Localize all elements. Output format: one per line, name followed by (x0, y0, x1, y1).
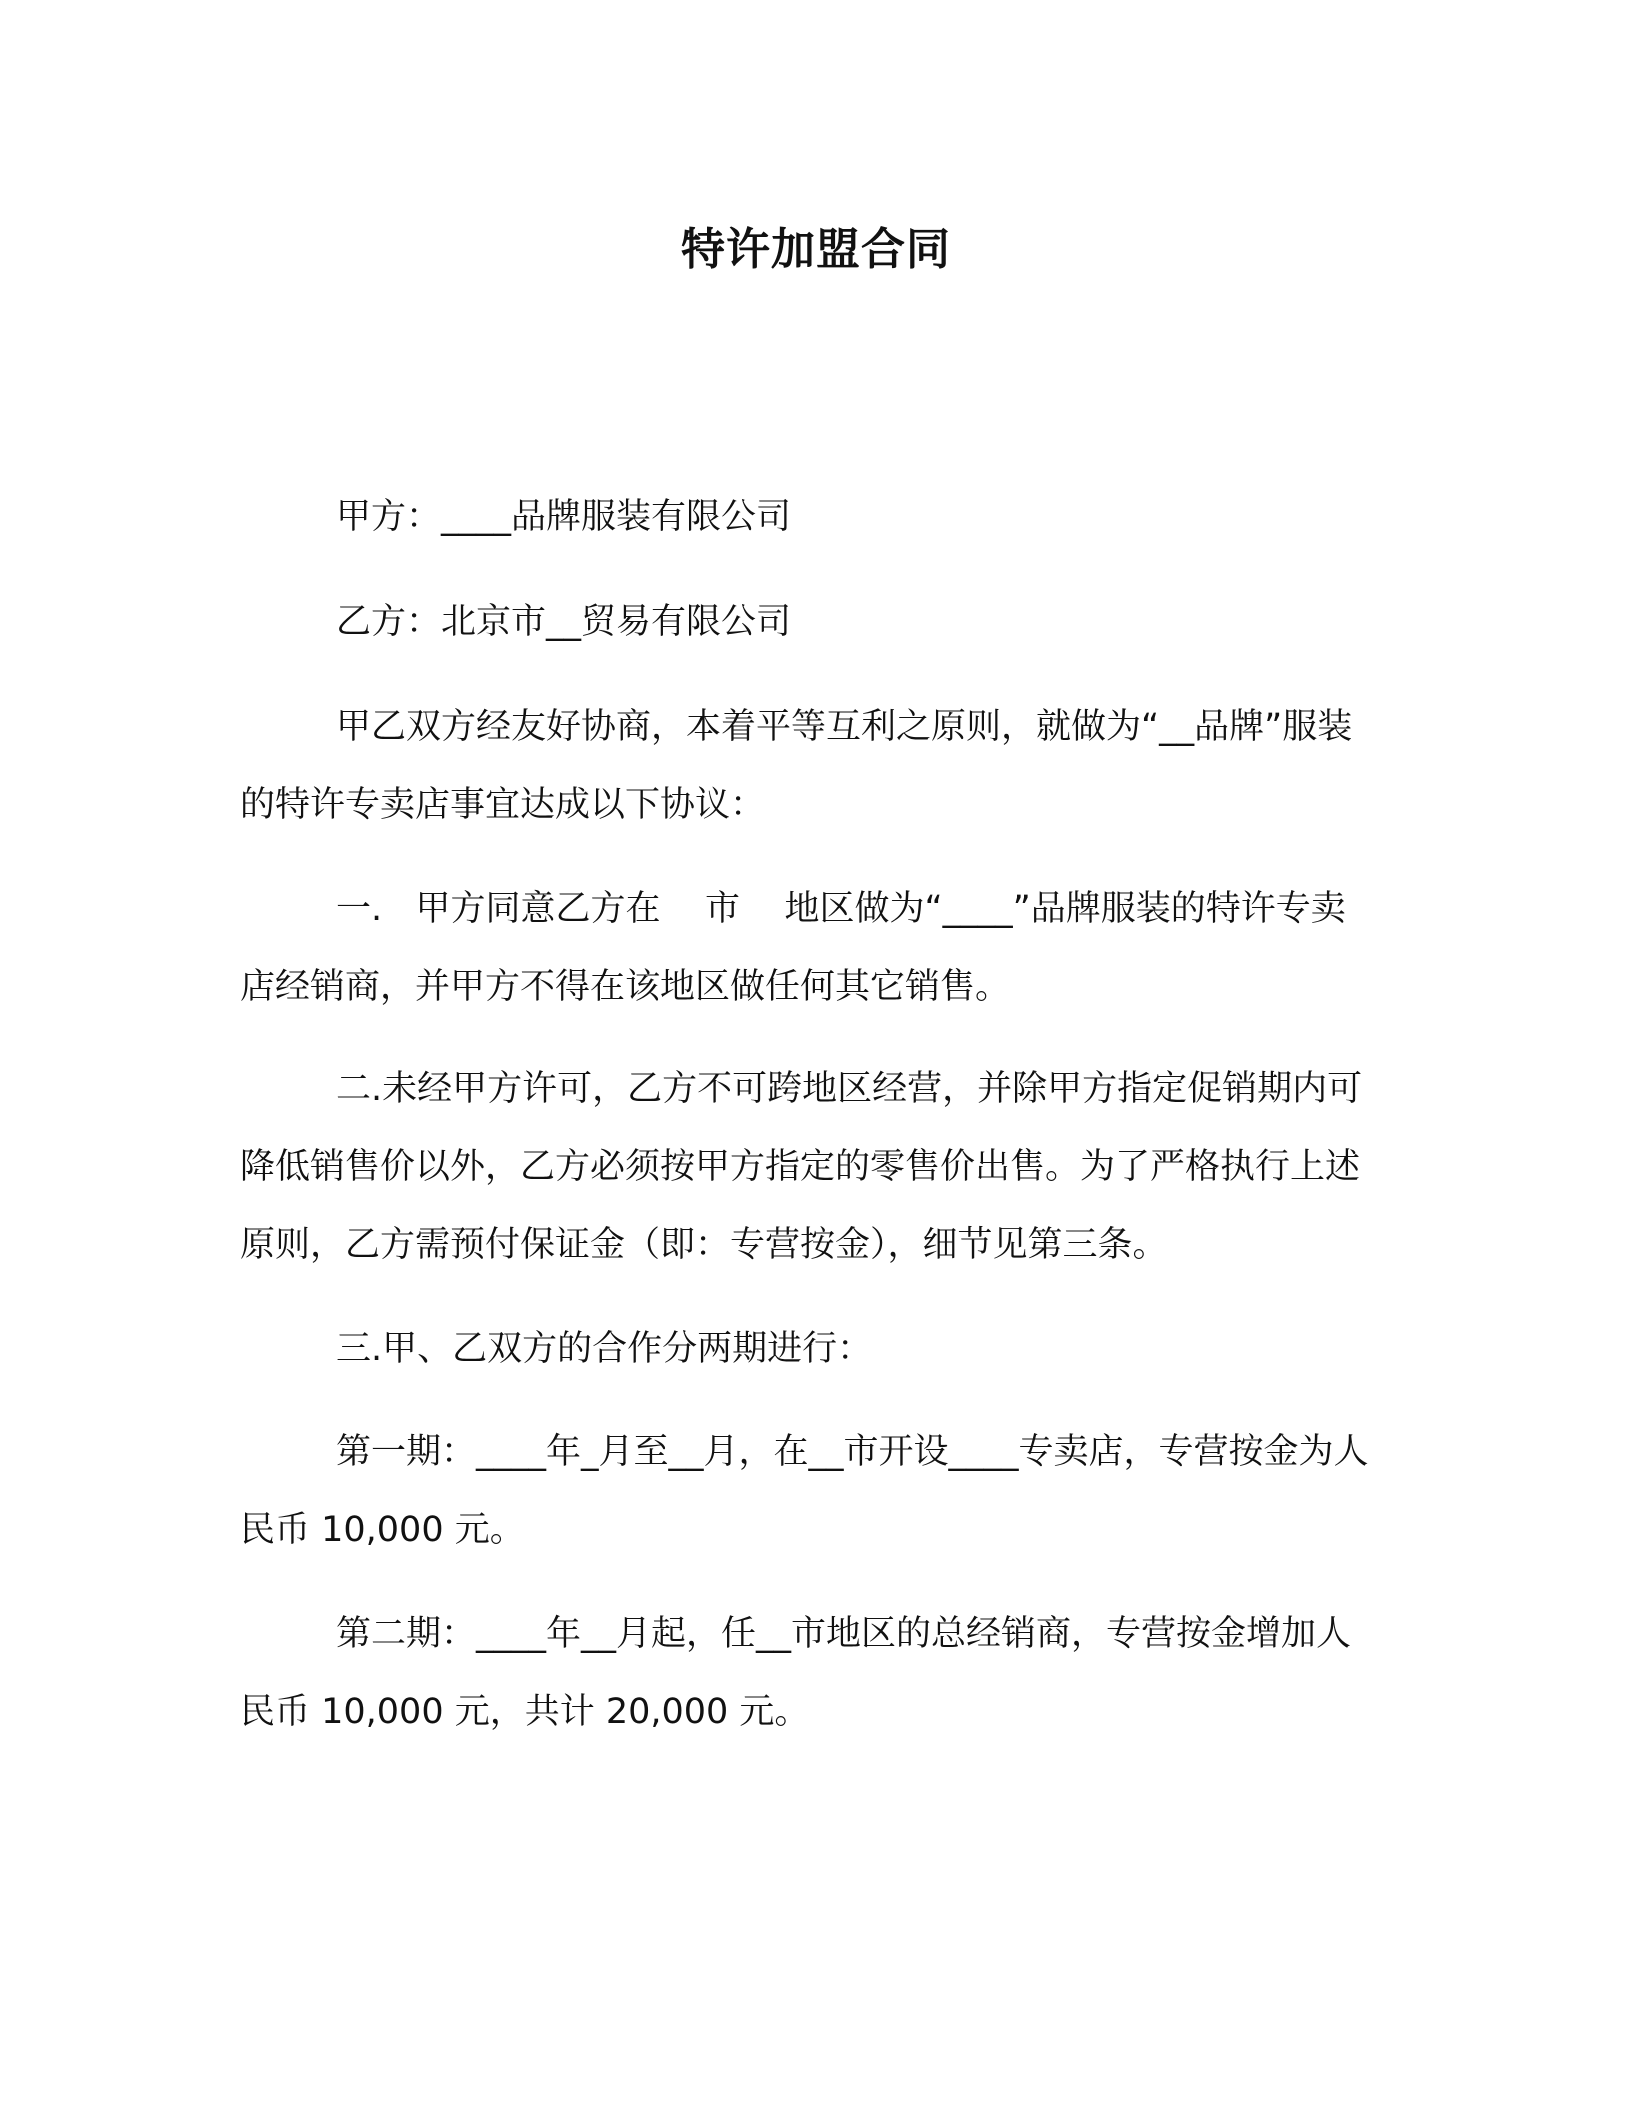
clause-2: 二.未经甲方许可，乙方不可跨地区经营，并除甲方指定促销期内可降低销售价以外，乙方必须按甲方指定的零售价出售。为了严格执行上述原则，乙方需预付保证金（即：专营按金），细节见第三条。 (240, 1069, 1363, 1265)
phase-1-paragraph: 第一期：____年_月至__月，在__市开设____专卖店，专营按金为人民币 10,000 元。 (240, 1432, 1369, 1550)
party-b-line: 乙方：北京市__贸易有限公司 (336, 602, 792, 642)
intro-paragraph: 甲乙双方经友好协商，本着平等互利之原则，就做为“__品牌”服装的特许专卖店事宜达成以下协议： (240, 707, 1353, 825)
phase-2-paragraph: 第二期：____年__月起，任__市地区的总经销商，专营按金增加人民币 10,000 元，共计 20,000 元。 (240, 1614, 1352, 1732)
document-title: 特许加盟合同 (681, 224, 951, 275)
clause-3: 三.甲、乙双方的合作分两期进行： (336, 1329, 873, 1369)
party-a-line: 甲方：____品牌服装有限公司 (336, 497, 792, 537)
clause-1: 一. 甲方同意乙方在 市 地区做为“____”品牌服装的特许专卖店经销商，并甲方不得在该地区做任何其它销售。 (240, 889, 1346, 1007)
